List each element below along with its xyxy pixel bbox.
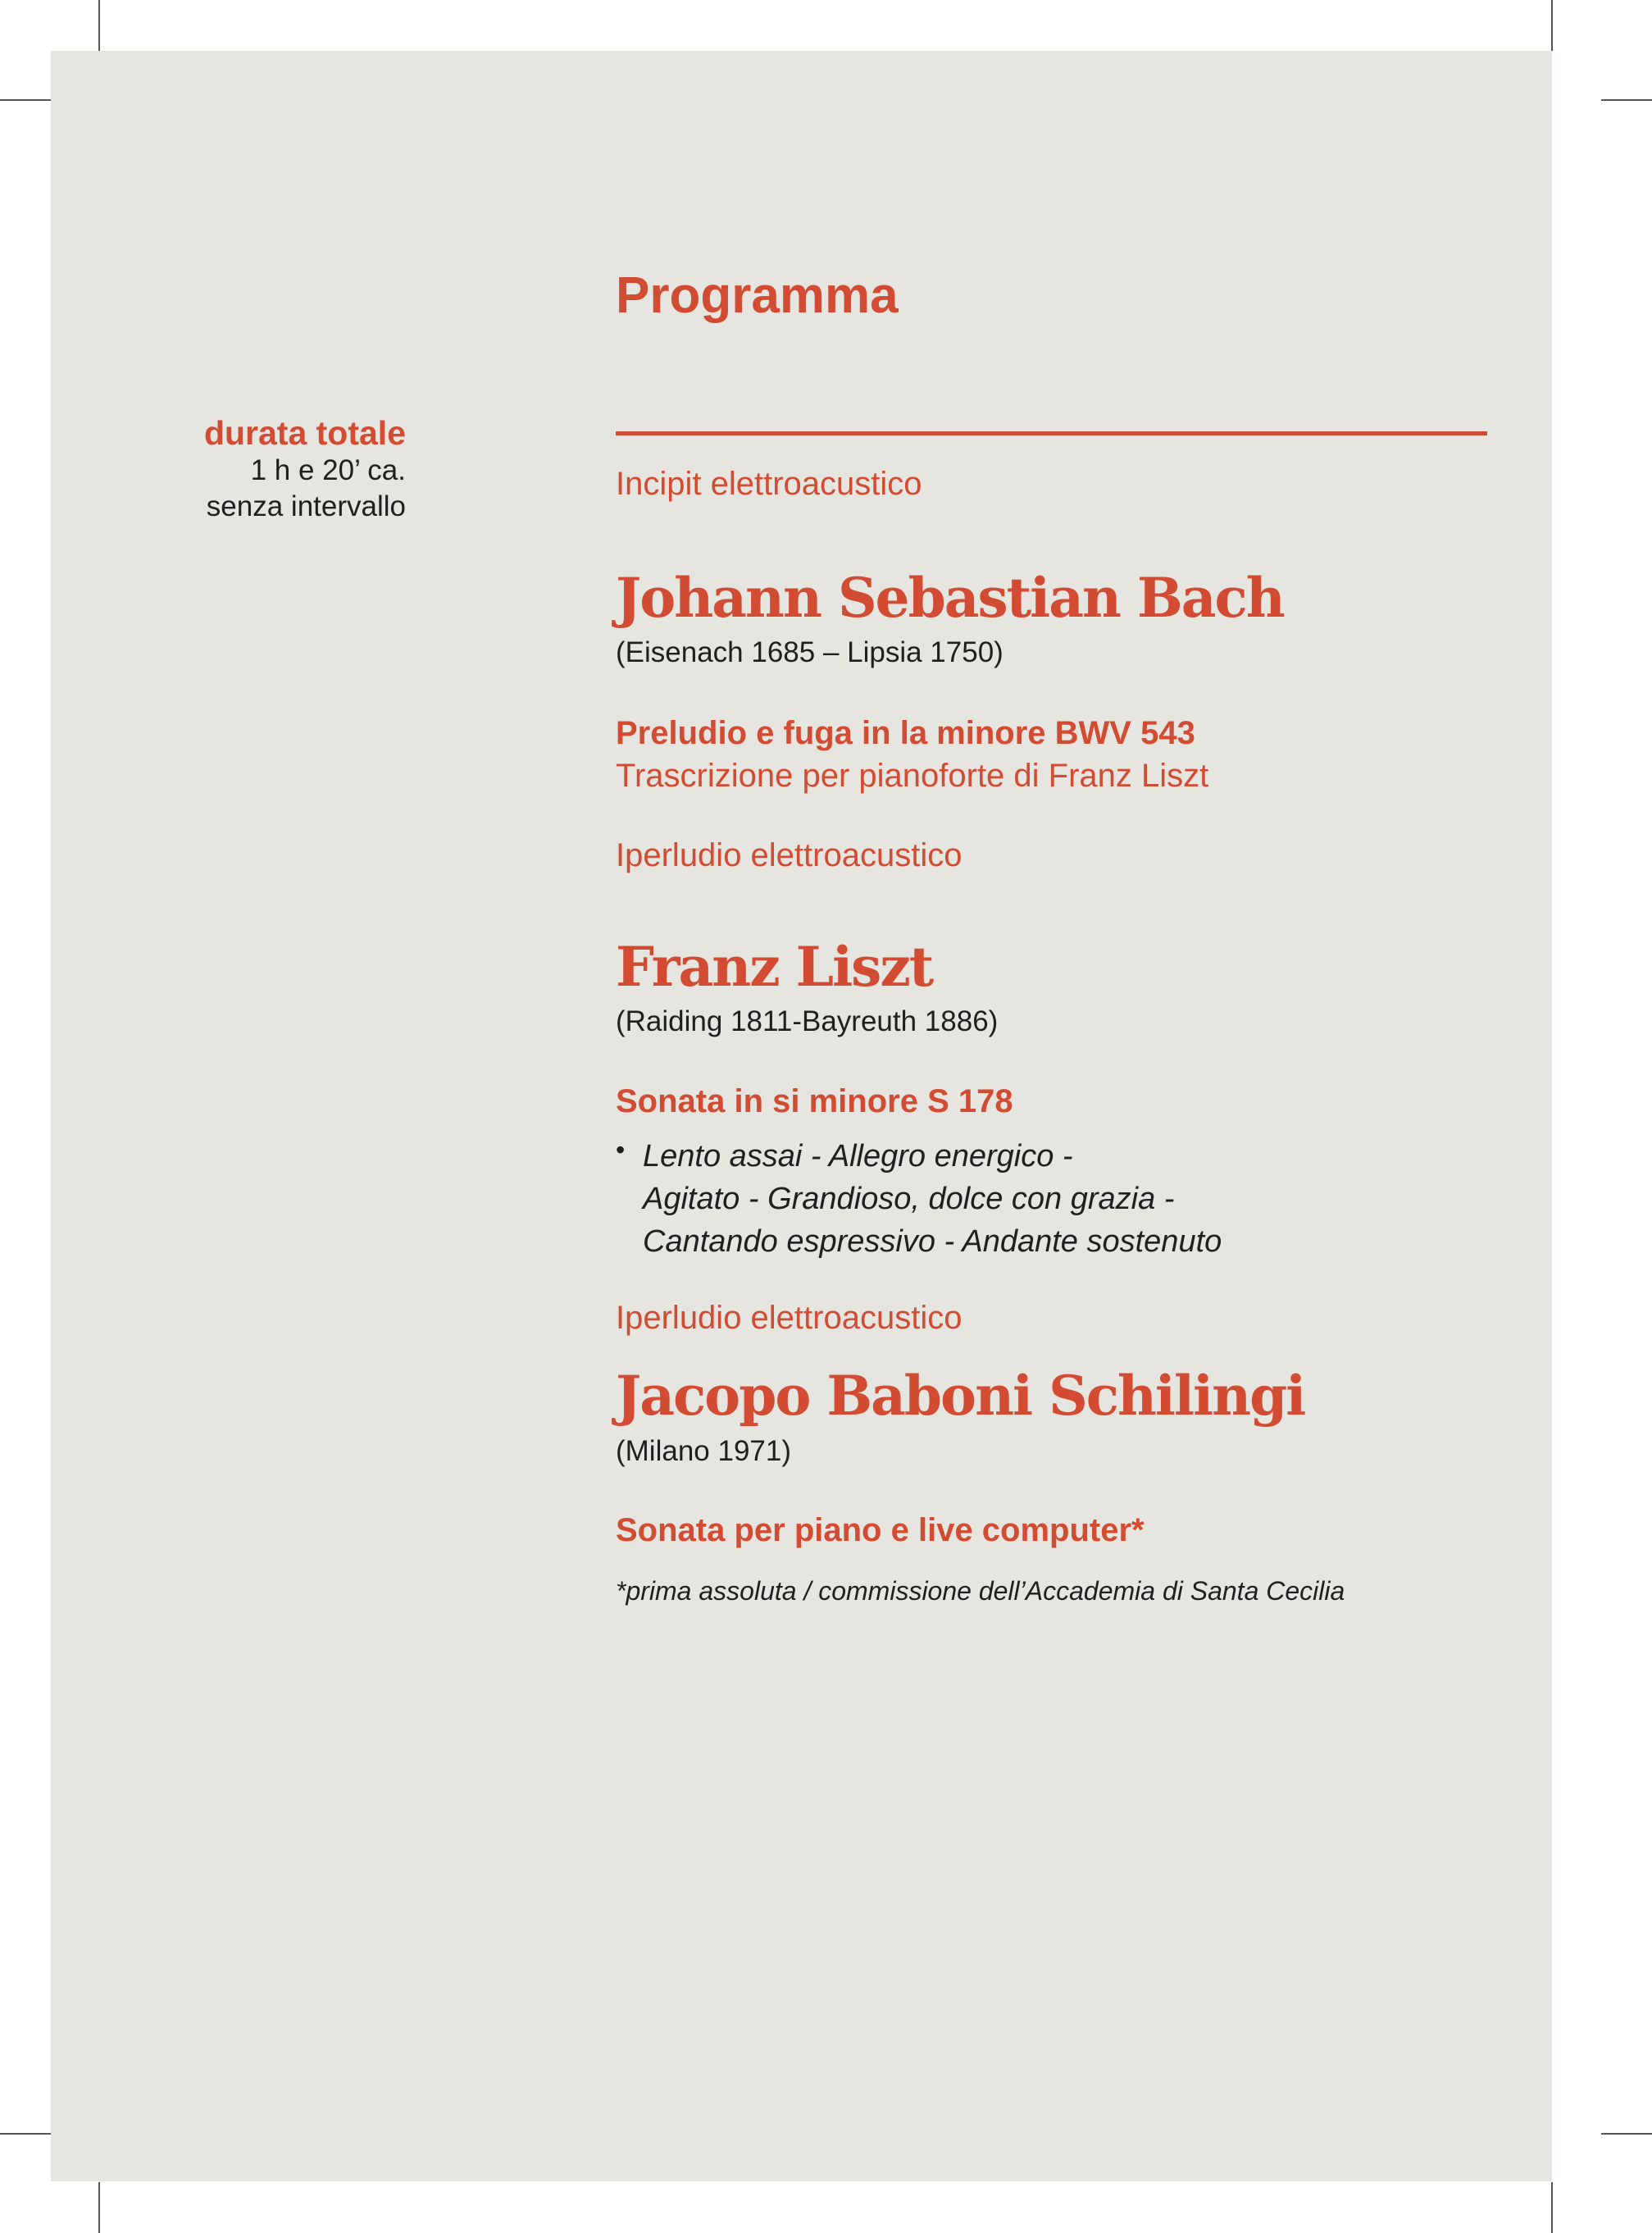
divider-rule xyxy=(616,431,1487,435)
movement-list xyxy=(616,1135,1518,1263)
movement-line: Cantando espressivo - Andante sostenuto xyxy=(643,1224,1222,1259)
crop-mark xyxy=(1551,2182,1553,2233)
crop-mark xyxy=(98,0,100,51)
composer-dates-liszt: (Raiding 1811-Bayreuth 1886) xyxy=(616,1005,999,1037)
crop-mark xyxy=(1601,99,1652,101)
program-sheet xyxy=(51,51,1552,2181)
interval-note: senza intervallo xyxy=(206,490,406,522)
movement-line: Lento assai - Allegro energico - xyxy=(643,1139,1073,1173)
composer-dates-schilingi: (Milano 1971) xyxy=(616,1435,791,1467)
bullet-marker: • xyxy=(616,1135,626,1164)
crop-mark xyxy=(98,2182,100,2233)
composer-name-liszt: Franz Liszt xyxy=(616,935,933,999)
work-subtitle-bach: Trascrizione per pianoforte di Franz Liszt xyxy=(616,758,1209,794)
work-title-schilingi: Sonata per piano e live computer* xyxy=(616,1512,1145,1548)
movement-line: Agitato - Grandioso, dolce con grazia - xyxy=(643,1182,1175,1216)
page-title: Programma xyxy=(616,267,899,324)
incipit-label: Incipit elettroacustico xyxy=(616,466,922,502)
duration-label: durata totale xyxy=(203,414,406,452)
premiere-note: *prima assoluta / commissione dell’Accademia di Santa Cecilia xyxy=(616,1576,1345,1606)
composer-dates-bach: (Eisenach 1685 – Lipsia 1750) xyxy=(616,636,1003,668)
movement-text xyxy=(643,1135,1518,1263)
composer-name-bach: Johann Sebastian Bach xyxy=(616,566,1284,630)
crop-mark xyxy=(1551,0,1553,51)
duration-value: 1 h e 20’ ca. xyxy=(250,454,406,486)
crop-mark xyxy=(0,99,51,101)
work-title-liszt: Sonata in si minore S 178 xyxy=(616,1083,1013,1119)
crop-mark xyxy=(1601,2133,1652,2135)
composer-name-schilingi: Jacopo Baboni Schilingi xyxy=(616,1364,1305,1428)
interlude-label-1: Iperludio elettroacustico xyxy=(616,837,963,873)
crop-mark xyxy=(0,2133,51,2135)
work-title-bach: Preludio e fuga in la minore BWV 543 xyxy=(616,715,1195,751)
duration-info xyxy=(204,413,406,525)
interlude-label-2: Iperludio elettroacustico xyxy=(616,1300,963,1336)
